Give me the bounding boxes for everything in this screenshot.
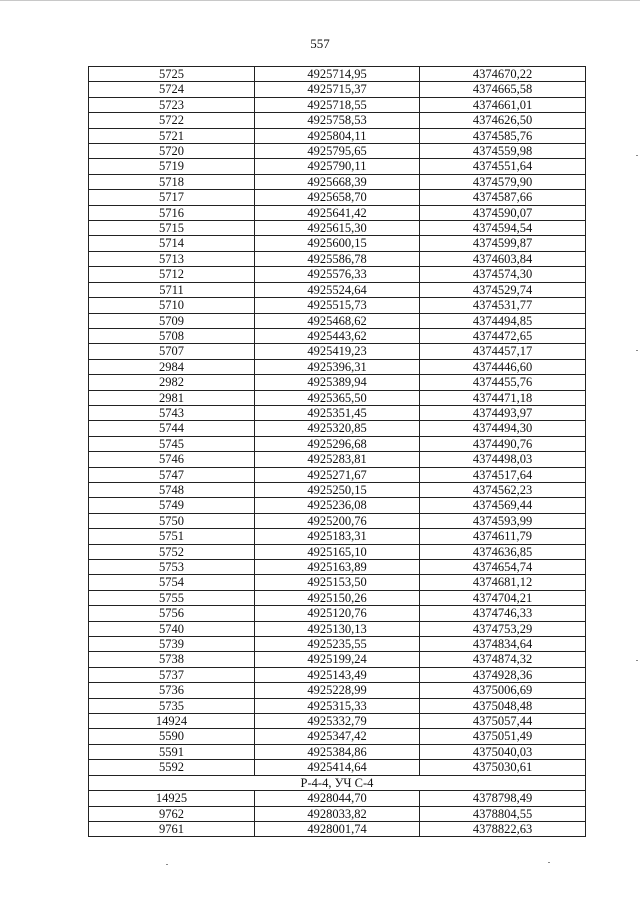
table-row xyxy=(89,621,586,636)
table-row xyxy=(89,390,586,405)
table-row xyxy=(89,128,586,143)
table-row xyxy=(89,513,586,528)
y-coordinate-cell: 4374569,44 xyxy=(420,498,586,513)
x-coordinate-cell: 4925658,70 xyxy=(255,190,420,205)
point-number-cell: 2981 xyxy=(89,390,255,405)
y-coordinate-cell: 4374493,97 xyxy=(420,405,586,420)
table-row xyxy=(89,683,586,698)
table-row xyxy=(89,729,586,744)
table-row xyxy=(89,97,586,112)
table-row xyxy=(89,575,586,590)
point-number-cell: 5753 xyxy=(89,560,255,575)
point-number-cell: 5719 xyxy=(89,159,255,174)
y-coordinate-cell: 4378798,49 xyxy=(420,791,586,806)
x-coordinate-cell: 4925419,23 xyxy=(255,344,420,359)
y-coordinate-cell: 4374928,36 xyxy=(420,667,586,682)
point-number-cell: 5591 xyxy=(89,744,255,759)
table-row xyxy=(89,436,586,451)
x-coordinate-cell: 4925236,08 xyxy=(255,498,420,513)
x-coordinate-cell: 4925228,99 xyxy=(255,683,420,698)
point-number-cell: 2982 xyxy=(89,375,255,390)
table-row xyxy=(89,174,586,189)
table-row xyxy=(89,806,586,821)
table-row xyxy=(89,544,586,559)
x-coordinate-cell: 4928033,82 xyxy=(255,806,420,821)
top-rule xyxy=(0,0,640,1)
x-coordinate-cell: 4925615,30 xyxy=(255,221,420,236)
y-coordinate-cell: 4374562,23 xyxy=(420,482,586,497)
table-row xyxy=(89,560,586,575)
table-row xyxy=(89,298,586,313)
y-coordinate-cell: 4374446,60 xyxy=(420,359,586,374)
y-coordinate-cell: 4375051,49 xyxy=(420,729,586,744)
x-coordinate-cell: 4925365,50 xyxy=(255,390,420,405)
x-coordinate-cell: 4925347,42 xyxy=(255,729,420,744)
y-coordinate-cell: 4374874,32 xyxy=(420,652,586,667)
y-coordinate-cell: 4374490,76 xyxy=(420,436,586,451)
x-coordinate-cell: 4925384,86 xyxy=(255,744,420,759)
x-coordinate-cell: 4925758,53 xyxy=(255,113,420,128)
x-coordinate-cell: 4925586,78 xyxy=(255,251,420,266)
scan-mark xyxy=(166,864,168,865)
table-row xyxy=(89,606,586,621)
point-number-cell: 9762 xyxy=(89,806,255,821)
point-number-cell: 5740 xyxy=(89,621,255,636)
point-number-cell: 5751 xyxy=(89,529,255,544)
y-coordinate-cell: 4374551,64 xyxy=(420,159,586,174)
y-coordinate-cell: 4374681,12 xyxy=(420,575,586,590)
point-number-cell: 5756 xyxy=(89,606,255,621)
table-row xyxy=(89,344,586,359)
y-coordinate-cell: 4374746,33 xyxy=(420,606,586,621)
scan-mark xyxy=(636,350,638,351)
x-coordinate-cell: 4925143,49 xyxy=(255,667,420,682)
x-coordinate-cell: 4925351,45 xyxy=(255,405,420,420)
x-coordinate-cell: 4925600,15 xyxy=(255,236,420,251)
y-coordinate-cell: 4374529,74 xyxy=(420,282,586,297)
point-number-cell: 5724 xyxy=(89,82,255,97)
table-row xyxy=(89,313,586,328)
table-row xyxy=(89,144,586,159)
x-coordinate-cell: 4928001,74 xyxy=(255,821,420,836)
x-coordinate-cell: 4925165,10 xyxy=(255,544,420,559)
point-number-cell: 5747 xyxy=(89,467,255,482)
table-row xyxy=(89,159,586,174)
table-row xyxy=(89,667,586,682)
point-number-cell: 5709 xyxy=(89,313,255,328)
table-row xyxy=(89,251,586,266)
table-row xyxy=(89,652,586,667)
point-number-cell: 5718 xyxy=(89,174,255,189)
table-row xyxy=(89,421,586,436)
y-coordinate-cell: 4374455,76 xyxy=(420,375,586,390)
point-number-cell: 5749 xyxy=(89,498,255,513)
scan-mark xyxy=(548,862,550,863)
page-number: 557 xyxy=(310,36,330,51)
y-coordinate-cell: 4374599,87 xyxy=(420,236,586,251)
x-coordinate-cell: 4925130,13 xyxy=(255,621,420,636)
table-row xyxy=(89,821,586,836)
table-row xyxy=(89,205,586,220)
point-number-cell: 5717 xyxy=(89,190,255,205)
table-row xyxy=(89,452,586,467)
point-number-cell: 5738 xyxy=(89,652,255,667)
point-number-cell: 5708 xyxy=(89,328,255,343)
y-coordinate-cell: 4374559,98 xyxy=(420,144,586,159)
x-coordinate-cell: 4925515,73 xyxy=(255,298,420,313)
x-coordinate-cell: 4925524,64 xyxy=(255,282,420,297)
y-coordinate-cell: 4375048,48 xyxy=(420,698,586,713)
point-number-cell: 9761 xyxy=(89,821,255,836)
x-coordinate-cell: 4925250,15 xyxy=(255,482,420,497)
section-row xyxy=(89,775,586,790)
y-coordinate-cell: 4374636,85 xyxy=(420,544,586,559)
point-number-cell: 5710 xyxy=(89,298,255,313)
y-coordinate-cell: 4374579,90 xyxy=(420,174,586,189)
x-coordinate-cell: 4925668,39 xyxy=(255,174,420,189)
point-number-cell: 2984 xyxy=(89,359,255,374)
y-coordinate-cell: 4374594,54 xyxy=(420,221,586,236)
table-row xyxy=(89,498,586,513)
x-coordinate-cell: 4925332,79 xyxy=(255,714,420,729)
table-row xyxy=(89,760,586,775)
table-row xyxy=(89,482,586,497)
y-coordinate-cell: 4374517,64 xyxy=(420,467,586,482)
x-coordinate-cell: 4925199,24 xyxy=(255,652,420,667)
y-coordinate-cell: 4374587,66 xyxy=(420,190,586,205)
x-coordinate-cell: 4925153,50 xyxy=(255,575,420,590)
table-row xyxy=(89,328,586,343)
table-row xyxy=(89,744,586,759)
point-number-cell: 5735 xyxy=(89,698,255,713)
point-number-cell: 5746 xyxy=(89,452,255,467)
y-coordinate-cell: 4375006,69 xyxy=(420,683,586,698)
y-coordinate-cell: 4374603,84 xyxy=(420,251,586,266)
x-coordinate-cell: 4925804,11 xyxy=(255,128,420,143)
x-coordinate-cell: 4925183,31 xyxy=(255,529,420,544)
x-coordinate-cell: 4925443,62 xyxy=(255,328,420,343)
table-row xyxy=(89,282,586,297)
point-number-cell: 5722 xyxy=(89,113,255,128)
table-row xyxy=(89,67,586,82)
point-number-cell: 5713 xyxy=(89,251,255,266)
x-coordinate-cell: 4925315,33 xyxy=(255,698,420,713)
x-coordinate-cell: 4925320,85 xyxy=(255,421,420,436)
x-coordinate-cell: 4925714,95 xyxy=(255,67,420,82)
y-coordinate-cell: 4375030,61 xyxy=(420,760,586,775)
y-coordinate-cell: 4374471,18 xyxy=(420,390,586,405)
point-number-cell: 5712 xyxy=(89,267,255,282)
table-row xyxy=(89,375,586,390)
x-coordinate-cell: 4925790,11 xyxy=(255,159,420,174)
point-number-cell: 5723 xyxy=(89,97,255,112)
table-row xyxy=(89,405,586,420)
x-coordinate-cell: 4925150,26 xyxy=(255,590,420,605)
table-row xyxy=(89,791,586,806)
point-number-cell: 5592 xyxy=(89,760,255,775)
y-coordinate-cell: 4375040,03 xyxy=(420,744,586,759)
table-row xyxy=(89,113,586,128)
y-coordinate-cell: 4374670,22 xyxy=(420,67,586,82)
y-coordinate-cell: 4374494,85 xyxy=(420,313,586,328)
x-coordinate-cell: 4925163,89 xyxy=(255,560,420,575)
y-coordinate-cell: 4374834,64 xyxy=(420,637,586,652)
x-coordinate-cell: 4925296,68 xyxy=(255,436,420,451)
table-row xyxy=(89,637,586,652)
y-coordinate-cell: 4374654,74 xyxy=(420,560,586,575)
point-number-cell: 5716 xyxy=(89,205,255,220)
point-number-cell: 5590 xyxy=(89,729,255,744)
point-number-cell: 5715 xyxy=(89,221,255,236)
coordinates-table-body xyxy=(89,67,586,837)
table-row xyxy=(89,267,586,282)
y-coordinate-cell: 4374661,01 xyxy=(420,97,586,112)
x-coordinate-cell: 4925389,94 xyxy=(255,375,420,390)
table-row xyxy=(89,359,586,374)
table-row xyxy=(89,221,586,236)
point-number-cell: 14924 xyxy=(89,714,255,729)
coordinates-table xyxy=(88,66,586,837)
point-number-cell: 5737 xyxy=(89,667,255,682)
table-row xyxy=(89,529,586,544)
table-row xyxy=(89,467,586,482)
point-number-cell: 5745 xyxy=(89,436,255,451)
x-coordinate-cell: 4925200,76 xyxy=(255,513,420,528)
y-coordinate-cell: 4374593,99 xyxy=(420,513,586,528)
x-coordinate-cell: 4925235,55 xyxy=(255,637,420,652)
x-coordinate-cell: 4925641,42 xyxy=(255,205,420,220)
point-number-cell: 5752 xyxy=(89,544,255,559)
point-number-cell: 5714 xyxy=(89,236,255,251)
table-row xyxy=(89,590,586,605)
x-coordinate-cell: 4925576,33 xyxy=(255,267,420,282)
point-number-cell: 5743 xyxy=(89,405,255,420)
point-number-cell: 5711 xyxy=(89,282,255,297)
table-row xyxy=(89,236,586,251)
x-coordinate-cell: 4925795,65 xyxy=(255,144,420,159)
x-coordinate-cell: 4925271,67 xyxy=(255,467,420,482)
x-coordinate-cell: 4925468,62 xyxy=(255,313,420,328)
scan-mark xyxy=(636,660,638,661)
y-coordinate-cell: 4374585,76 xyxy=(420,128,586,143)
y-coordinate-cell: 4374611,79 xyxy=(420,529,586,544)
section-title: Р-4-4, УЧ С-4 xyxy=(89,775,586,790)
point-number-cell: 5721 xyxy=(89,128,255,143)
table-row xyxy=(89,714,586,729)
y-coordinate-cell: 4374494,30 xyxy=(420,421,586,436)
y-coordinate-cell: 4374590,07 xyxy=(420,205,586,220)
y-coordinate-cell: 4374704,21 xyxy=(420,590,586,605)
x-coordinate-cell: 4925715,37 xyxy=(255,82,420,97)
y-coordinate-cell: 4374457,17 xyxy=(420,344,586,359)
x-coordinate-cell: 4925283,81 xyxy=(255,452,420,467)
table-row xyxy=(89,190,586,205)
y-coordinate-cell: 4378804,55 xyxy=(420,806,586,821)
y-coordinate-cell: 4374665,58 xyxy=(420,82,586,97)
point-number-cell: 14925 xyxy=(89,791,255,806)
y-coordinate-cell: 4378822,63 xyxy=(420,821,586,836)
point-number-cell: 5744 xyxy=(89,421,255,436)
table-row xyxy=(89,698,586,713)
point-number-cell: 5748 xyxy=(89,482,255,497)
y-coordinate-cell: 4375057,44 xyxy=(420,714,586,729)
y-coordinate-cell: 4374531,77 xyxy=(420,298,586,313)
point-number-cell: 5739 xyxy=(89,637,255,652)
x-coordinate-cell: 4925120,76 xyxy=(255,606,420,621)
point-number-cell: 5720 xyxy=(89,144,255,159)
point-number-cell: 5725 xyxy=(89,67,255,82)
y-coordinate-cell: 4374753,29 xyxy=(420,621,586,636)
x-coordinate-cell: 4928044,70 xyxy=(255,791,420,806)
point-number-cell: 5736 xyxy=(89,683,255,698)
y-coordinate-cell: 4374574,30 xyxy=(420,267,586,282)
scan-mark xyxy=(636,155,638,156)
y-coordinate-cell: 4374472,65 xyxy=(420,328,586,343)
point-number-cell: 5750 xyxy=(89,513,255,528)
point-number-cell: 5707 xyxy=(89,344,255,359)
point-number-cell: 5754 xyxy=(89,575,255,590)
table-row xyxy=(89,82,586,97)
point-number-cell: 5755 xyxy=(89,590,255,605)
x-coordinate-cell: 4925396,31 xyxy=(255,359,420,374)
y-coordinate-cell: 4374498,03 xyxy=(420,452,586,467)
x-coordinate-cell: 4925718,55 xyxy=(255,97,420,112)
x-coordinate-cell: 4925414,64 xyxy=(255,760,420,775)
y-coordinate-cell: 4374626,50 xyxy=(420,113,586,128)
